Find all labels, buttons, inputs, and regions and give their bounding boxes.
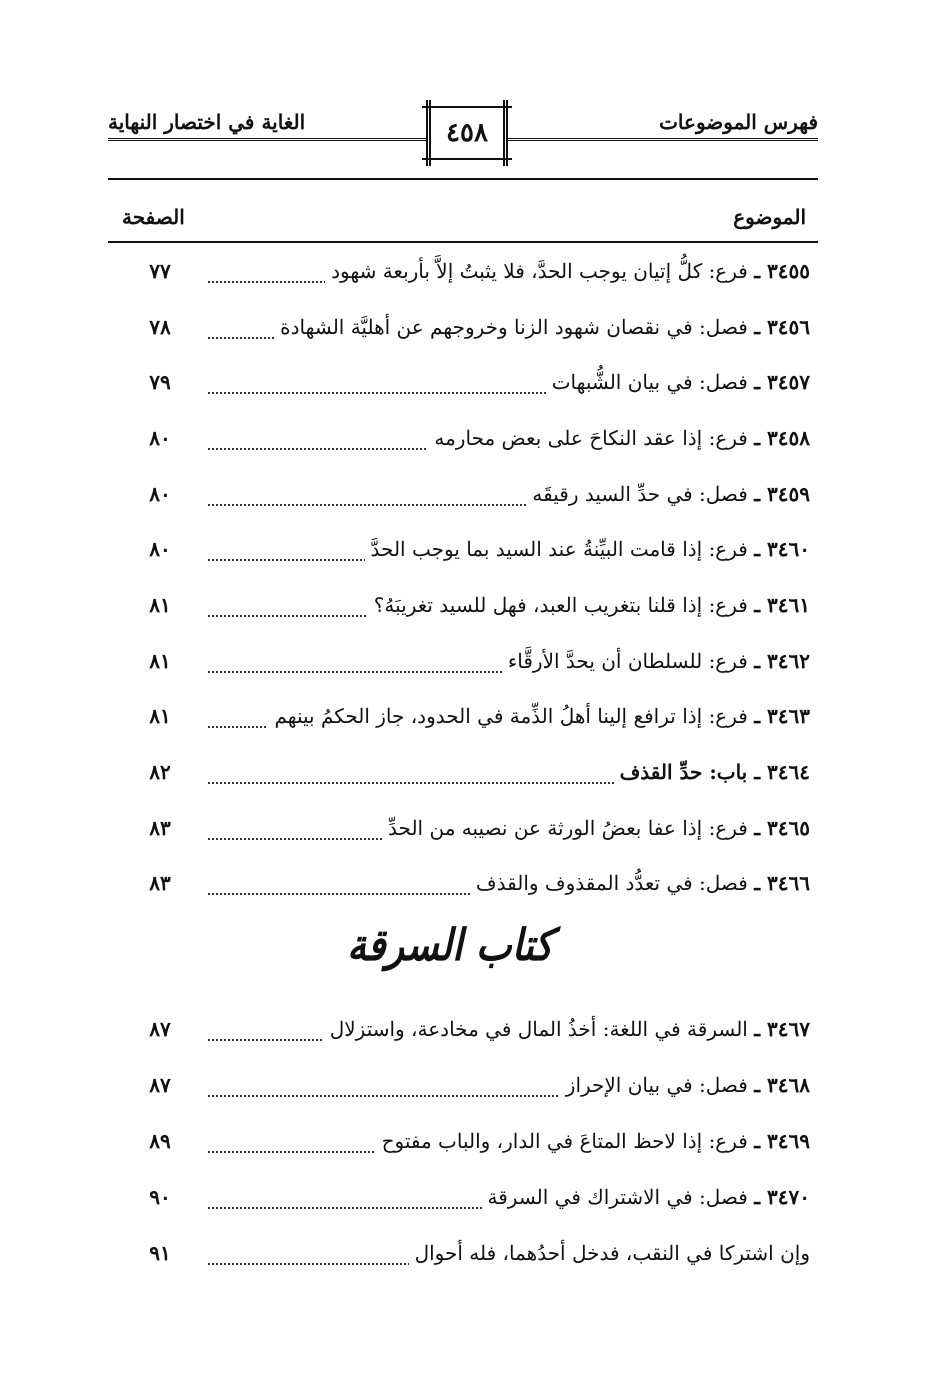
entry-page: ٨٢: [149, 760, 171, 784]
entry-number: ٣٤٦٠ ـ: [754, 537, 810, 561]
entry-text: فصل: في بيان الشُّبهات: [551, 370, 748, 394]
toc-entry: [130, 476, 810, 516]
entry-title: [546, 370, 810, 394]
entry-page: ٨٩: [149, 1129, 171, 1153]
entry-page: ٩١: [149, 1241, 171, 1265]
entry-text: فصل: في حدِّ السيد رقيقَه: [532, 482, 748, 506]
page-number-frame: [426, 100, 508, 166]
entry-page: ٨٣: [149, 871, 171, 895]
entry-number: ٣٤٦٤ ـ: [754, 760, 810, 784]
entry-text: فرع: كلُّ إتيان يوجب الحدَّ، فلا يثبتُ إلاَّ بأربعة شهود: [331, 259, 748, 283]
entry-number: ٣٤٦٢ ـ: [754, 649, 810, 673]
entry-text: فرع: إذا قلنا بتغريب العبد، فهل للسيد تغريبَهُ؟: [373, 593, 748, 617]
entry-page: ٧٩: [149, 370, 171, 394]
entry-text: فصل: في نقصان شهود الزنا وخروجهم عن أهليَّة الشهادة: [280, 315, 748, 339]
entry-title: [376, 1129, 810, 1153]
toc-entry: [130, 253, 810, 293]
toc-entry: [130, 865, 810, 905]
entry-page: ٩٠: [149, 1185, 171, 1209]
page-column-label: الصفحة: [122, 205, 185, 229]
entry-page: ٨١: [149, 704, 171, 728]
entry-number: ٣٤٦٩ ـ: [754, 1129, 810, 1153]
section-title-header: فهرس الموضوعات: [659, 110, 818, 134]
entry-title: [365, 537, 810, 561]
toc-entry: [130, 1179, 810, 1219]
entry-number: ٣٤٦٥ ـ: [754, 816, 810, 840]
entry-text: فرع: إذا لاحظ المتاعَ في الدار، والباب مفتوح: [381, 1129, 748, 1153]
toc-entry: [130, 698, 810, 738]
entry-title: [614, 760, 810, 784]
running-header: [108, 100, 818, 190]
entry-title: [382, 816, 810, 840]
entry-title: [502, 649, 810, 673]
book-title-header: الغاية في اختصار النهاية: [108, 110, 306, 134]
entry-number: ٣٤٧٠ ـ: [754, 1185, 810, 1209]
toc-entry: [130, 754, 810, 794]
entry-title: [368, 593, 810, 617]
toc-entry: [130, 1235, 810, 1275]
entry-title: [409, 1241, 810, 1265]
entry-page: ٨٧: [149, 1017, 171, 1041]
entry-page: ٨٠: [149, 482, 171, 506]
toc-entry: [130, 364, 810, 404]
entry-title: [470, 871, 810, 895]
header-rule: [108, 178, 818, 180]
entry-number: ٣٤٥٧ ـ: [754, 370, 810, 394]
entry-page: ٨٠: [149, 426, 171, 450]
entry-number: ٣٤٦١ ـ: [754, 593, 810, 617]
entry-title: [274, 315, 810, 339]
toc-entry: [130, 1067, 810, 1107]
entry-number: ٣٤٥٩ ـ: [754, 482, 810, 506]
entry-text: وإن اشتركا في النقب، فدخل أحدُهما، فله أحوال: [414, 1241, 810, 1265]
entry-title: [324, 1017, 810, 1041]
entry-text: فرع: إذا عفا بعضُ الورثة عن نصيبه من الحدِّ: [388, 816, 748, 840]
entry-page: ٨٠: [149, 537, 171, 561]
toc-entry: [130, 420, 810, 460]
entry-number: ٣٤٦٨ ـ: [754, 1073, 810, 1097]
entry-text: فصل: في تعدُّد المقذوف والقذف: [475, 871, 748, 895]
entry-page: ٧٧: [149, 259, 171, 283]
entry-text: فرع: إذا ترافع إلينا أهلُ الذِّمة في الحدود، جاز الحكمُ بينهم: [274, 704, 748, 728]
toc-entry: [130, 1123, 810, 1163]
entry-title: [526, 482, 810, 506]
entry-title: [268, 704, 810, 728]
toc-entry: [130, 1011, 810, 1051]
entry-number: ٣٤٦٧ ـ: [754, 1017, 810, 1041]
entry-page: ٨١: [149, 593, 171, 617]
toc-entry: [130, 531, 810, 571]
entry-number: ٣٤٥٦ ـ: [754, 315, 810, 339]
entry-text: السرقة في اللغة: أخذُ المال في مخادعة، واستزلال: [329, 1017, 748, 1041]
topic-column-label: الموضوع: [733, 205, 806, 229]
entry-text: فرع: للسلطان أن يحدَّ الأرقَّاء: [507, 649, 748, 673]
entry-text: فرع: إذا قامت البيِّنةُ عند السيد بما يوجب الحدَّ: [370, 537, 748, 561]
entry-title: [482, 1185, 810, 1209]
page-number: ٤٥٨: [446, 118, 488, 148]
toc-entry: [130, 810, 810, 850]
book-heading-calligraphy: كتاب السرقة: [347, 918, 553, 971]
entry-text: فصل: في بيان الإحراز: [565, 1073, 748, 1097]
toc-entry: [130, 309, 810, 349]
entry-number: ٣٤٥٥ ـ: [754, 259, 810, 283]
entry-page: ٧٨: [149, 315, 171, 339]
entry-number: ٣٤٦٦ ـ: [754, 871, 810, 895]
entry-page: ٨٣: [149, 816, 171, 840]
entry-text: باب: حدِّ القذف: [619, 760, 748, 784]
column-header: [108, 195, 818, 243]
toc-entry: [130, 587, 810, 627]
entry-page: ٨١: [149, 649, 171, 673]
entry-number: ٣٤٥٨ ـ: [754, 426, 810, 450]
entry-page: ٨٧: [149, 1073, 171, 1097]
entry-text: فرع: إذا عقد النكاحَ على بعض محارمه: [434, 426, 748, 450]
entry-title: [325, 259, 810, 283]
entry-text: فصل: في الاشتراك في السرقة: [487, 1185, 748, 1209]
entry-number: ٣٤٦٣ ـ: [754, 704, 810, 728]
entry-title: [560, 1073, 810, 1097]
entry-title: [428, 426, 810, 450]
toc-entry: [130, 643, 810, 683]
